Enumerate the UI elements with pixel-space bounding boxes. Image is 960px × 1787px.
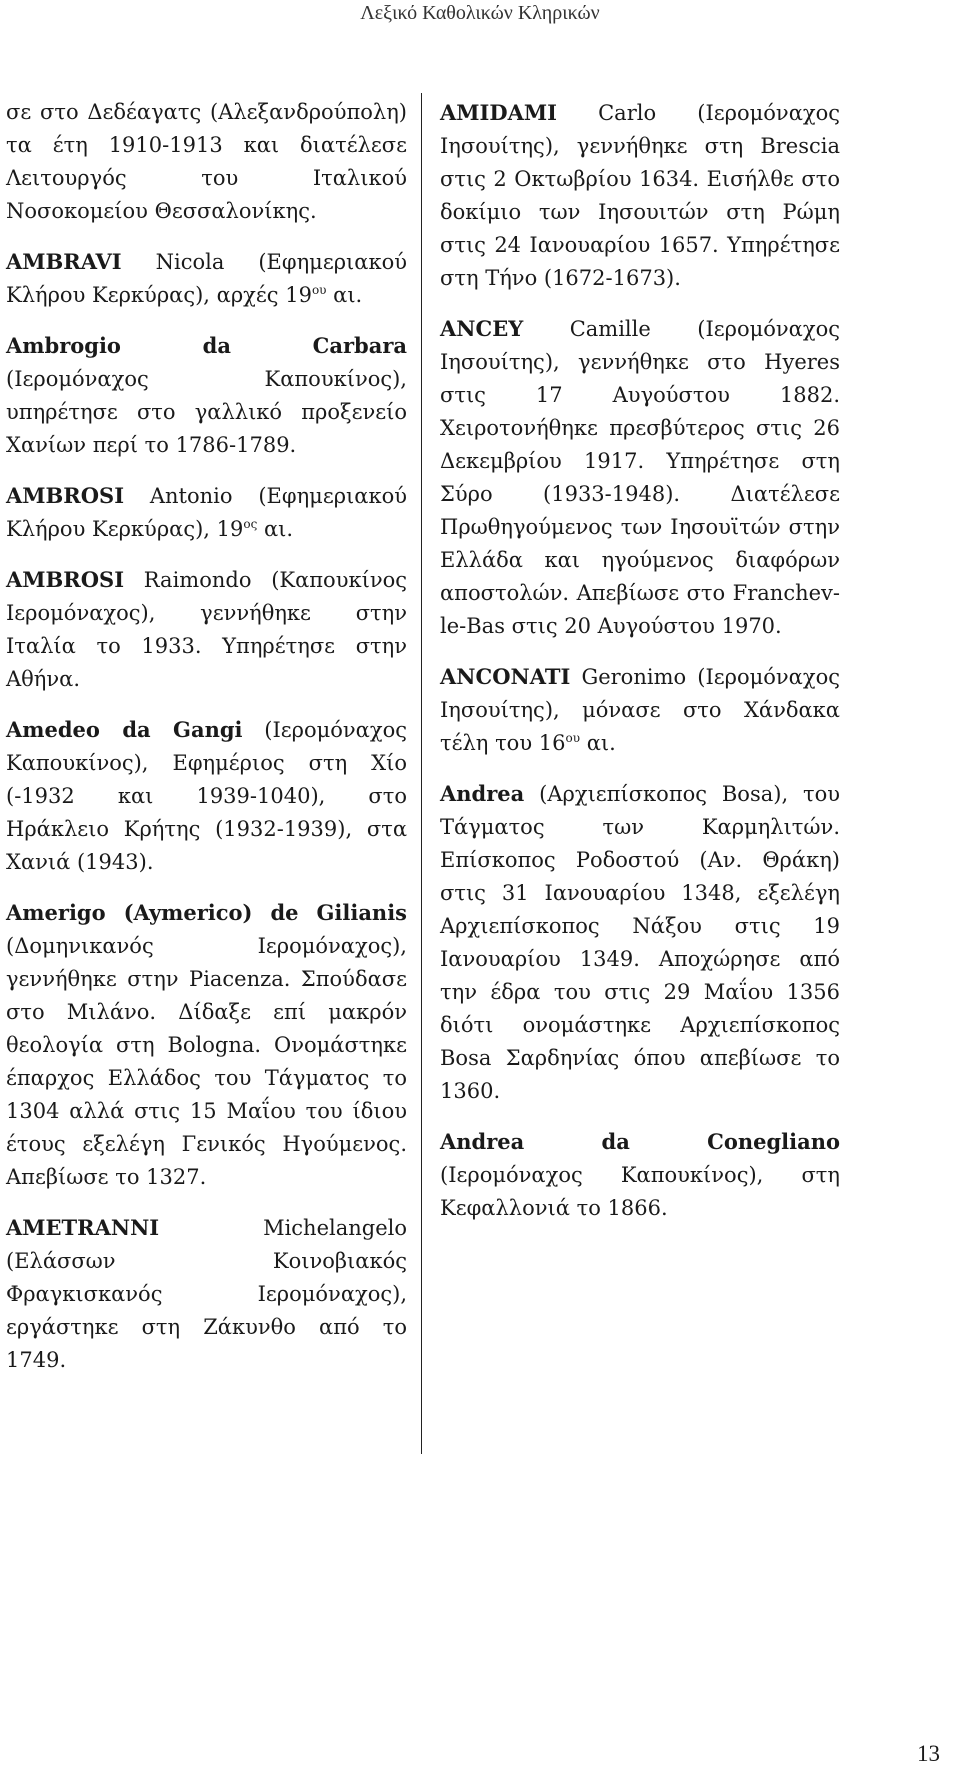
entry-head: AMIDAMI: [440, 100, 557, 125]
page-number: 13: [917, 1741, 940, 1766]
entry-text: (Δομηνικανός Ιερομόναχος), γεννήθηκε στην Piacenza. Σπούδασε στο Μιλάνο. Δίδαξε επί μακρόν θεολογία στη Bologna. Ονομάστηκε έπαρχος Ελλάδος του Τάγματος το 1304 αλλά στις 15 Μαΐου του ίδιου έτους εξελέγη Γενικός Ηγούμενος. Απεβίωσε το 1327.: [6, 934, 407, 1189]
entry-text: (Αρχιεπίσκοπος Bosa), του Τάγματος των Καρμηλιτών. Επίσκοπος Ροδοστού (Αν. Θράκη) στις 31 Ιανουαρίου 1348, εξελέγη Αρχιεπίσκοπος Νάξου στις 19 Ιανουαρίου 1349. Αποχώρησε από την έδρα του στις 29 Μαΐου 1356 διότι ονομάστηκε Αρχιεπίσκοπος Bosa Σαρδηνίας όπου απεβίωσε το 1360.: [440, 782, 840, 1103]
entry-head: Amedeo da Gangi: [6, 717, 243, 742]
entry-continuation: [6, 96, 407, 228]
entry-text: Camille (Ιερομόναχος Ιησουίτης), γεννήθηκε στο Hyeres στις 17 Αυγούστου 1882. Χειροτονήθηκε πρεσβύτερος στις 26 Δεκεμβρίου 1917. Υπηρέτησε στη Σύρο (1933-1948). Διατέλεσε Πρωθηγούμενος των Ιησουϊτών στην Ελλάδα και ηγούμενος διαφόρων αποστολών. Απεβίωσε στο Franchev-le-Bas στις 20 Αυγούστου 1970.: [440, 317, 840, 638]
entry-text: (Ιερομόναχος Καπουκίνος), Εφημέριος στη Χίο (-1932 και 1939-1040), στο Ηράκλειο Κρήτης (1932-1939), στα Χανιά (1943).: [6, 718, 407, 874]
entry-after: αι.: [580, 731, 616, 755]
entry-ametranni: [6, 1211, 407, 1377]
entry-text: Carlo (Ιερομόναχος Ιησουίτης), γεννήθηκε στη Brescia στις 2 Οκτωβρίου 1634. Εισήλθε στο δοκίμιο των Ιησουιτών στη Ρώμη στις 24 Ιανουαρίου 1657. Υπηρέτησε στη Τήνο (1672-1673).: [440, 101, 840, 290]
entry-head: AMBROSI: [6, 567, 125, 592]
entry-after: αι.: [257, 517, 294, 541]
column-divider: [421, 93, 422, 1454]
entry-amedeo: [6, 713, 407, 879]
entry-head: Ambrogio da Carbara: [6, 333, 407, 358]
entry-head: AMBROSI: [6, 483, 125, 508]
entry-ambravi: [6, 245, 407, 312]
entry-text: Nicola (Εφημεριακού Κλήρου Κερκύρας), αρχές 19: [6, 250, 407, 307]
right-column: [440, 96, 840, 1242]
entry-text: Geronimo (Ιερομόναχος Ιησουίτης), μόνασε στο Χάνδακα τέλη του 16: [440, 665, 840, 755]
entry-text: Michelangelo (Ελάσσων Κοινοβιακός Φραγκισκανός Ιερομόναχος), εργάστηκε στη Ζάκυνθο από το 1749.: [6, 1216, 407, 1372]
entry-head: AMBRAVI: [6, 249, 122, 274]
entry-sup: ου: [565, 731, 581, 745]
entry-text: Antonio (Εφημεριακού Κλήρου Κερκύρας), 19: [6, 484, 407, 541]
running-head: Λεξικό Καθολικών Κληρικών: [360, 2, 600, 24]
entry-ancey: [440, 312, 840, 643]
entry-ambrosi-antonio: [6, 479, 407, 546]
entry-after: αι.: [326, 283, 363, 307]
entry-ambrogio: [6, 329, 407, 462]
entry-sup: ος: [243, 517, 258, 531]
entry-head: ANCONATI: [440, 664, 571, 689]
left-column: [6, 96, 407, 1394]
entry-anconati: [440, 660, 840, 760]
entry-amidami: [440, 96, 840, 295]
entry-ambrosi-raimondo: [6, 563, 407, 696]
entry-head: Andrea da Conegliano: [440, 1129, 840, 1154]
entry-andrea-da-conegliano: [440, 1125, 840, 1225]
entry-sup: ου: [311, 283, 327, 297]
entry-head: ANCEY: [440, 316, 524, 341]
entry-andrea: [440, 777, 840, 1108]
entry-head: Andrea: [440, 781, 525, 806]
entry-amerigo: [6, 896, 407, 1194]
entry-text: (Ιερομόναχος Καπουκίνος), στη Κεφαλλονιά το 1866.: [440, 1163, 840, 1220]
entry-head: AMETRANNI: [6, 1215, 160, 1240]
entry-head: Amerigo (Aymerico) de Gilianis: [6, 900, 407, 925]
entry-text: Raimondo (Καπουκίνος Ιερομόναχος), γεννήθηκε στην Ιταλία το 1933. Υπηρέτησε στην Αθήνα.: [6, 568, 407, 691]
entry-text: (Ιερομόναχος Καπουκίνος), υπηρέτησε στο γαλλικό προξενείο Χανίων περί το 1786-1789.: [6, 367, 407, 457]
entry-text: σε στο Δεδέαγατς (Αλεξανδρούπολη) τα έτη 1910-1913 και διατέλεσε Λειτουργός του Ιταλικού Νοσοκομείου Θεσσαλονίκης.: [6, 100, 407, 223]
